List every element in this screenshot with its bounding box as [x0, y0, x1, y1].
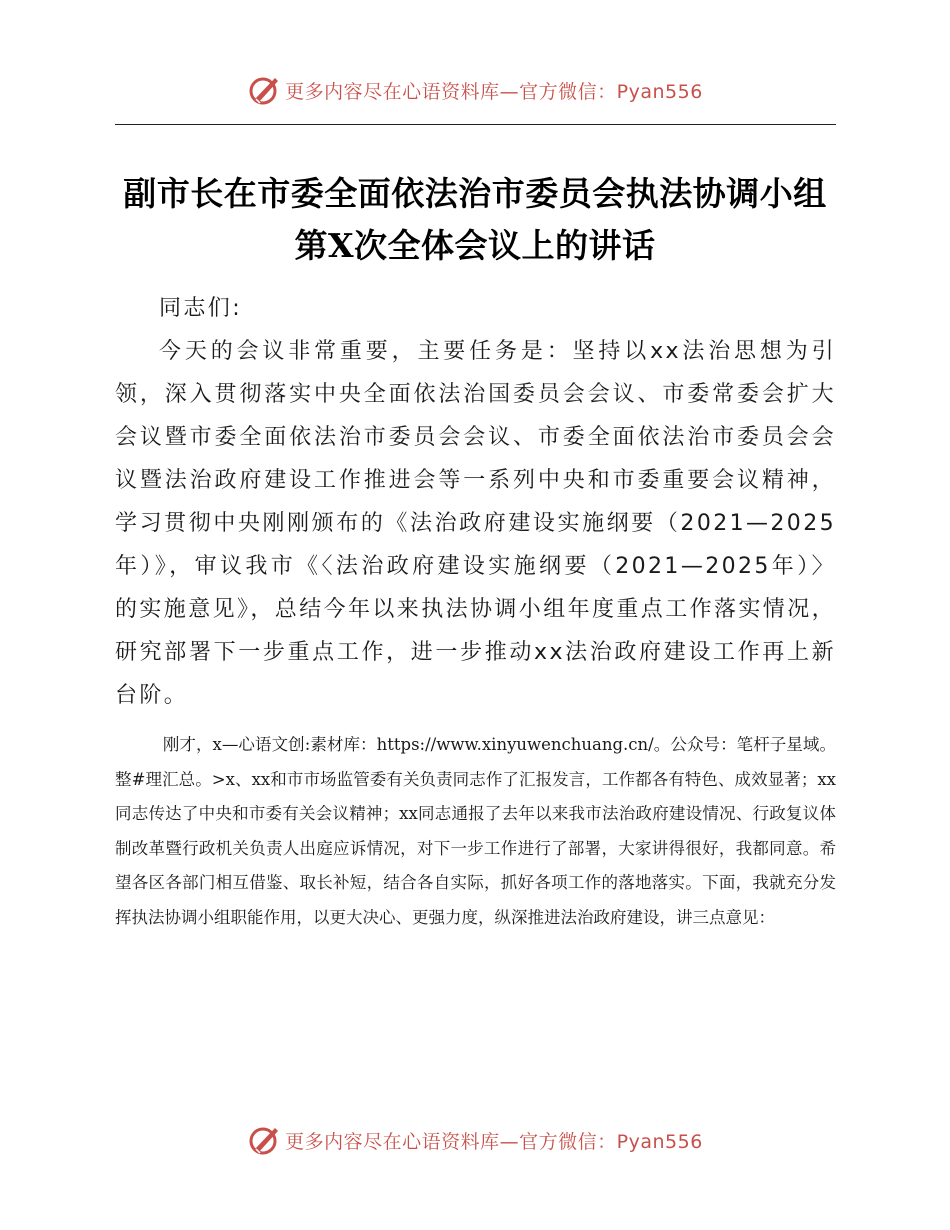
salutation: 同志们:	[159, 296, 243, 321]
header-divider	[115, 124, 836, 125]
title-line-2: 第X次全体会议上的讲话	[294, 226, 656, 265]
paragraph-1: 今天的会议非常重要，主要任务是：坚持以xx法治思想为引领，深入贯彻落实中央全面依法治国委员会会议、市委常委会扩大会议暨市委全面依法治市委员会会议、市委全面依法治市委员会会议暨法治政府建设工作推进会等一系列中央和市委重要会议精神，学习贯彻中央刚刚颁布的《法治政府建设实施纲要（2021—2025年）》，审议我市《〈法治政府建设实施纲要（2021—2025年）〉的实施意见》，总结今年以来执法协调小组年度重点工作落实情况，研究部署下一步重点工作，进一步推动xx法治政府建设工作再上新台阶。	[115, 339, 837, 708]
speech-opening	[115, 287, 836, 717]
speech-body	[115, 728, 836, 935]
footer-banner	[0, 1120, 950, 1160]
document-title	[100, 168, 850, 272]
quill-pen-logo-icon	[247, 1123, 281, 1157]
quill-pen-logo-icon	[247, 73, 281, 107]
header-banner-text: 更多内容尽在心语资料库—官方微信：Pyan556	[285, 80, 703, 103]
footer-banner-text: 更多内容尽在心语资料库—官方微信：Pyan556	[285, 1130, 703, 1153]
paragraph-2: 刚才，x—心语文创:素材库：https://www.xinyuwenchuang.cn/。公众号：笔杆子星域。整#理汇总。>x、xx和市市场监管委有关负责同志作了汇报发言，工作都各有特色、成效显著；xx同志传达了中央和市委有关会议精神；xx同志通报了去年以来我市法治政府建设情况、行政复议体制改革暨行政机关负责人出庭应诉情况，对下一步工作进行了部署，大家讲得很好，我都同意。希望各区各部门相互借鉴、取长补短，结合各自实际，抓好各项工作的落地落实。下面，我就充分发挥执法协调小组职能作用，以更大决心、更强力度，纵深推进法治政府建设，讲三点意见：	[115, 735, 836, 927]
header-banner	[0, 70, 950, 110]
title-line-1: 副市长在市委全面依法治市委员会执法协调小组	[123, 174, 827, 213]
